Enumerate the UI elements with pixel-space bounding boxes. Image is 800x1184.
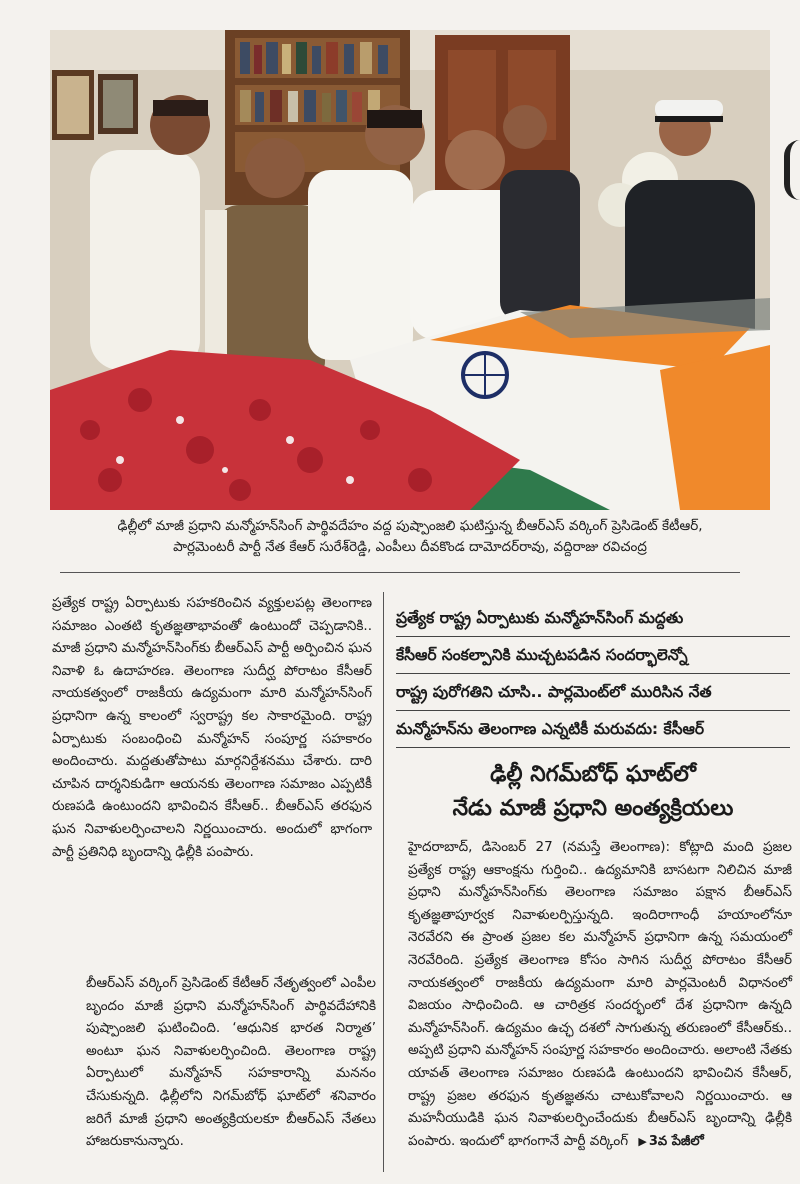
- subheads: [396, 600, 790, 748]
- news-photo: [50, 30, 770, 510]
- headline-line-2: నేడు మాజీ ప్రధాని అంత్యక్రియలు: [452, 796, 734, 821]
- photo-illustration: [50, 30, 770, 510]
- page-edge-bracket: [784, 140, 800, 200]
- subhead-2: కేసీఆర్ సంకల్పానికి ముచ్చటపడిన సందర్భాలెన్నో: [396, 637, 790, 674]
- continued-label[interactable]: 3వ పేజీలో: [648, 1133, 704, 1149]
- pull-quote: [86, 972, 376, 1153]
- caption-line-2: పార్లమెంటరీ పార్టీ నేత కేఆర్ సురేశ్‌రెడ్డి, ఎంపీలు దీవకొండ దామోదర్‌రావు, వద్దిరాజు రవిచంద్ర: [173, 539, 647, 555]
- subhead-1: ప్రత్యేక రాష్ట్ర ఏర్పాటుకు మన్మోహన్‌సింగ్ మద్దతు: [396, 600, 790, 637]
- continued-arrow-icon: ▶: [638, 1134, 647, 1148]
- caption-line-1: ఢిల్లీలో మాజీ ప్రధాని మన్మోహన్‌సింగ్ పార్థివదేహం వద్ద పుష్పాంజలి ఘటిస్తున్న బీఆర్ఎస్ వర్కింగ్ ప్రెసిడెంట్ కేటీఆర్,: [117, 518, 703, 534]
- caption-divider: [60, 572, 740, 573]
- main-headline: [396, 758, 790, 826]
- subhead-4: మన్మోహన్‌ను తెలంగాణ ఎన్నటికీ మరువదు: కేసీఆర్: [396, 711, 790, 748]
- right-body-text: హైదరాబాద్, డిసెంబర్ 27 (నమస్తే తెలంగాణ): కోట్లాది మంది ప్రజల ప్రత్యేక రాష్ట్ర ఆకాంక్షను గుర్తించి.. ఉద్యమానికి బాసటగా నిలిచిన మాజీ ప్రధాని మన్మోహన్‌సింగ్‌కు తెలంగాణ సమాజం పక్షాన బీఆర్ఎస్ కృతజ్ఞతాపూర్వక నివాళులర్పిస్తున్నది. ఇందిరాగాంధీ హయాంలోనూ నెరవేరని ఈ ప్రాంత ప్రజల కల మన్మోహన్ ప్రధానిగా ఉన్న సమయంలో నెరవేరింది. ప్రత్యేక తెలంగాణ కోసం సాగిన సుదీర్ఘ పోరాటం కేసీఆర్ నాయకత్వంలో రాజకీయ ఉద్యమంగా మారి పార్లమెంటరీ విధానంలో విజయం సాధించింది. ఆ చారిత్రక సందర్భంలో దేశ ప్రధానిగా ఉన్నది మన్మోహన్‌సింగ్. ఉద్యమం ఉచ్ఛ దశలో సాగుతున్న తరుణంలో కేసీఆర్‌కు.. అప్పటి ప్రధాని మన్మోహన్ సంపూర్ణ సహకారం అందించారు. అలాంటి నేతకు యావత్ తెలంగాణ సమాజం రుణపడి ఉంటుందని భావించిన కేసీఆర్, రాష్ట్ర ప్రజల తరఫున కృతజ్ఞతను చాటుకోవాలని నిర్ణయించారు. ఆ మహనీయుడికి ఘన నివాళులర్పించేందుకు బీఆర్ఎస్ బృందాన్ని ఢిల్లీకి పంపారు. ఇందులో భాగంగానే పార్టీ వర్కింగ్: [408, 839, 792, 1149]
- left-column: [52, 592, 372, 863]
- column-divider: [383, 592, 384, 1172]
- photo-caption: [60, 516, 760, 558]
- headline-line-1: ఢిల్లీ నిగమ్‌బోధ్ ఘాట్‌లో: [490, 762, 696, 787]
- pull-quote-text: బీఆర్ఎస్ వర్కింగ్ ప్రెసిడెంట్ కేటీఆర్ నేతృత్వంలో ఎంపీల బృందం మాజీ ప్రధాని మన్మోహన్‌సింగ్ పార్థివదేహానికి పుష్పాంజలి ఘటించింది. ‘ఆధునిక భారత నిర్మాత’ అంటూ ఘన నివాళులర్పించింది. తెలంగాణ రాష్ట్ర ఏర్పాటులో మన్మోహన్ సహకారాన్ని మననం చేసుకున్నది. ఢిల్లీలోని నిగమ్‌బోధ్ ఘాట్‌లో శనివారం జరిగే మాజీ ప్రధాని అంత్యక్రియలకూ బీఆర్ఎస్ నేతలు హాజరుకానున్నారు.: [86, 975, 376, 1150]
- left-paragraph: ప్రత్యేక రాష్ట్ర ఏర్పాటుకు సహకరించిన వ్యక్తులపట్ల తెలంగాణ సమాజం ఎంతటి కృతజ్ఞతాభావంతో ఉంటుందో చెప్పడానికి.. మాజీ ప్రధాని మన్మోహన్‌సింగ్‌కు బీఆర్ఎస్ పార్టీ అర్పించిన ఘన నివాళి ఓ ఉదాహరణ. తెలంగాణ సుదీర్ఘ పోరాటం కేసీఆర్ నాయకత్వంలో రాజకీయ ఉద్యమంగా మారి మన్మోహన్‌సింగ్ ప్రధానిగా ఉన్న కాలంలో స్వరాష్ట్ర కల సాకారమైంది. రాష్ట్ర ఏర్పాటుకు సంబంధించి మన్మోహన్ సంపూర్ణ సహకారం అందించారు. మద్దతుతోపాటు మార్గనిర్దేశనము చేశారు. దారి చూపిన దార్శనికుడిగా ఆయనకు తెలంగాణ సమాజం ఎప్పటికీ రుణపడి ఉంటుందని భావించిన కేసీఆర్.. బీఆర్ఎస్ తరఫున ఘన నివాళులర్పించాలని నిర్ణయించారు. అందులో భాగంగా పార్టీ ప్రతినిధి బృందాన్ని ఢిల్లీకి పంపారు.: [52, 595, 372, 860]
- right-body: [408, 836, 792, 1153]
- subhead-3: రాష్ట్ర పురోగతిని చూసి.. పార్లమెంట్‌లో మురిసిన నేత: [396, 674, 790, 711]
